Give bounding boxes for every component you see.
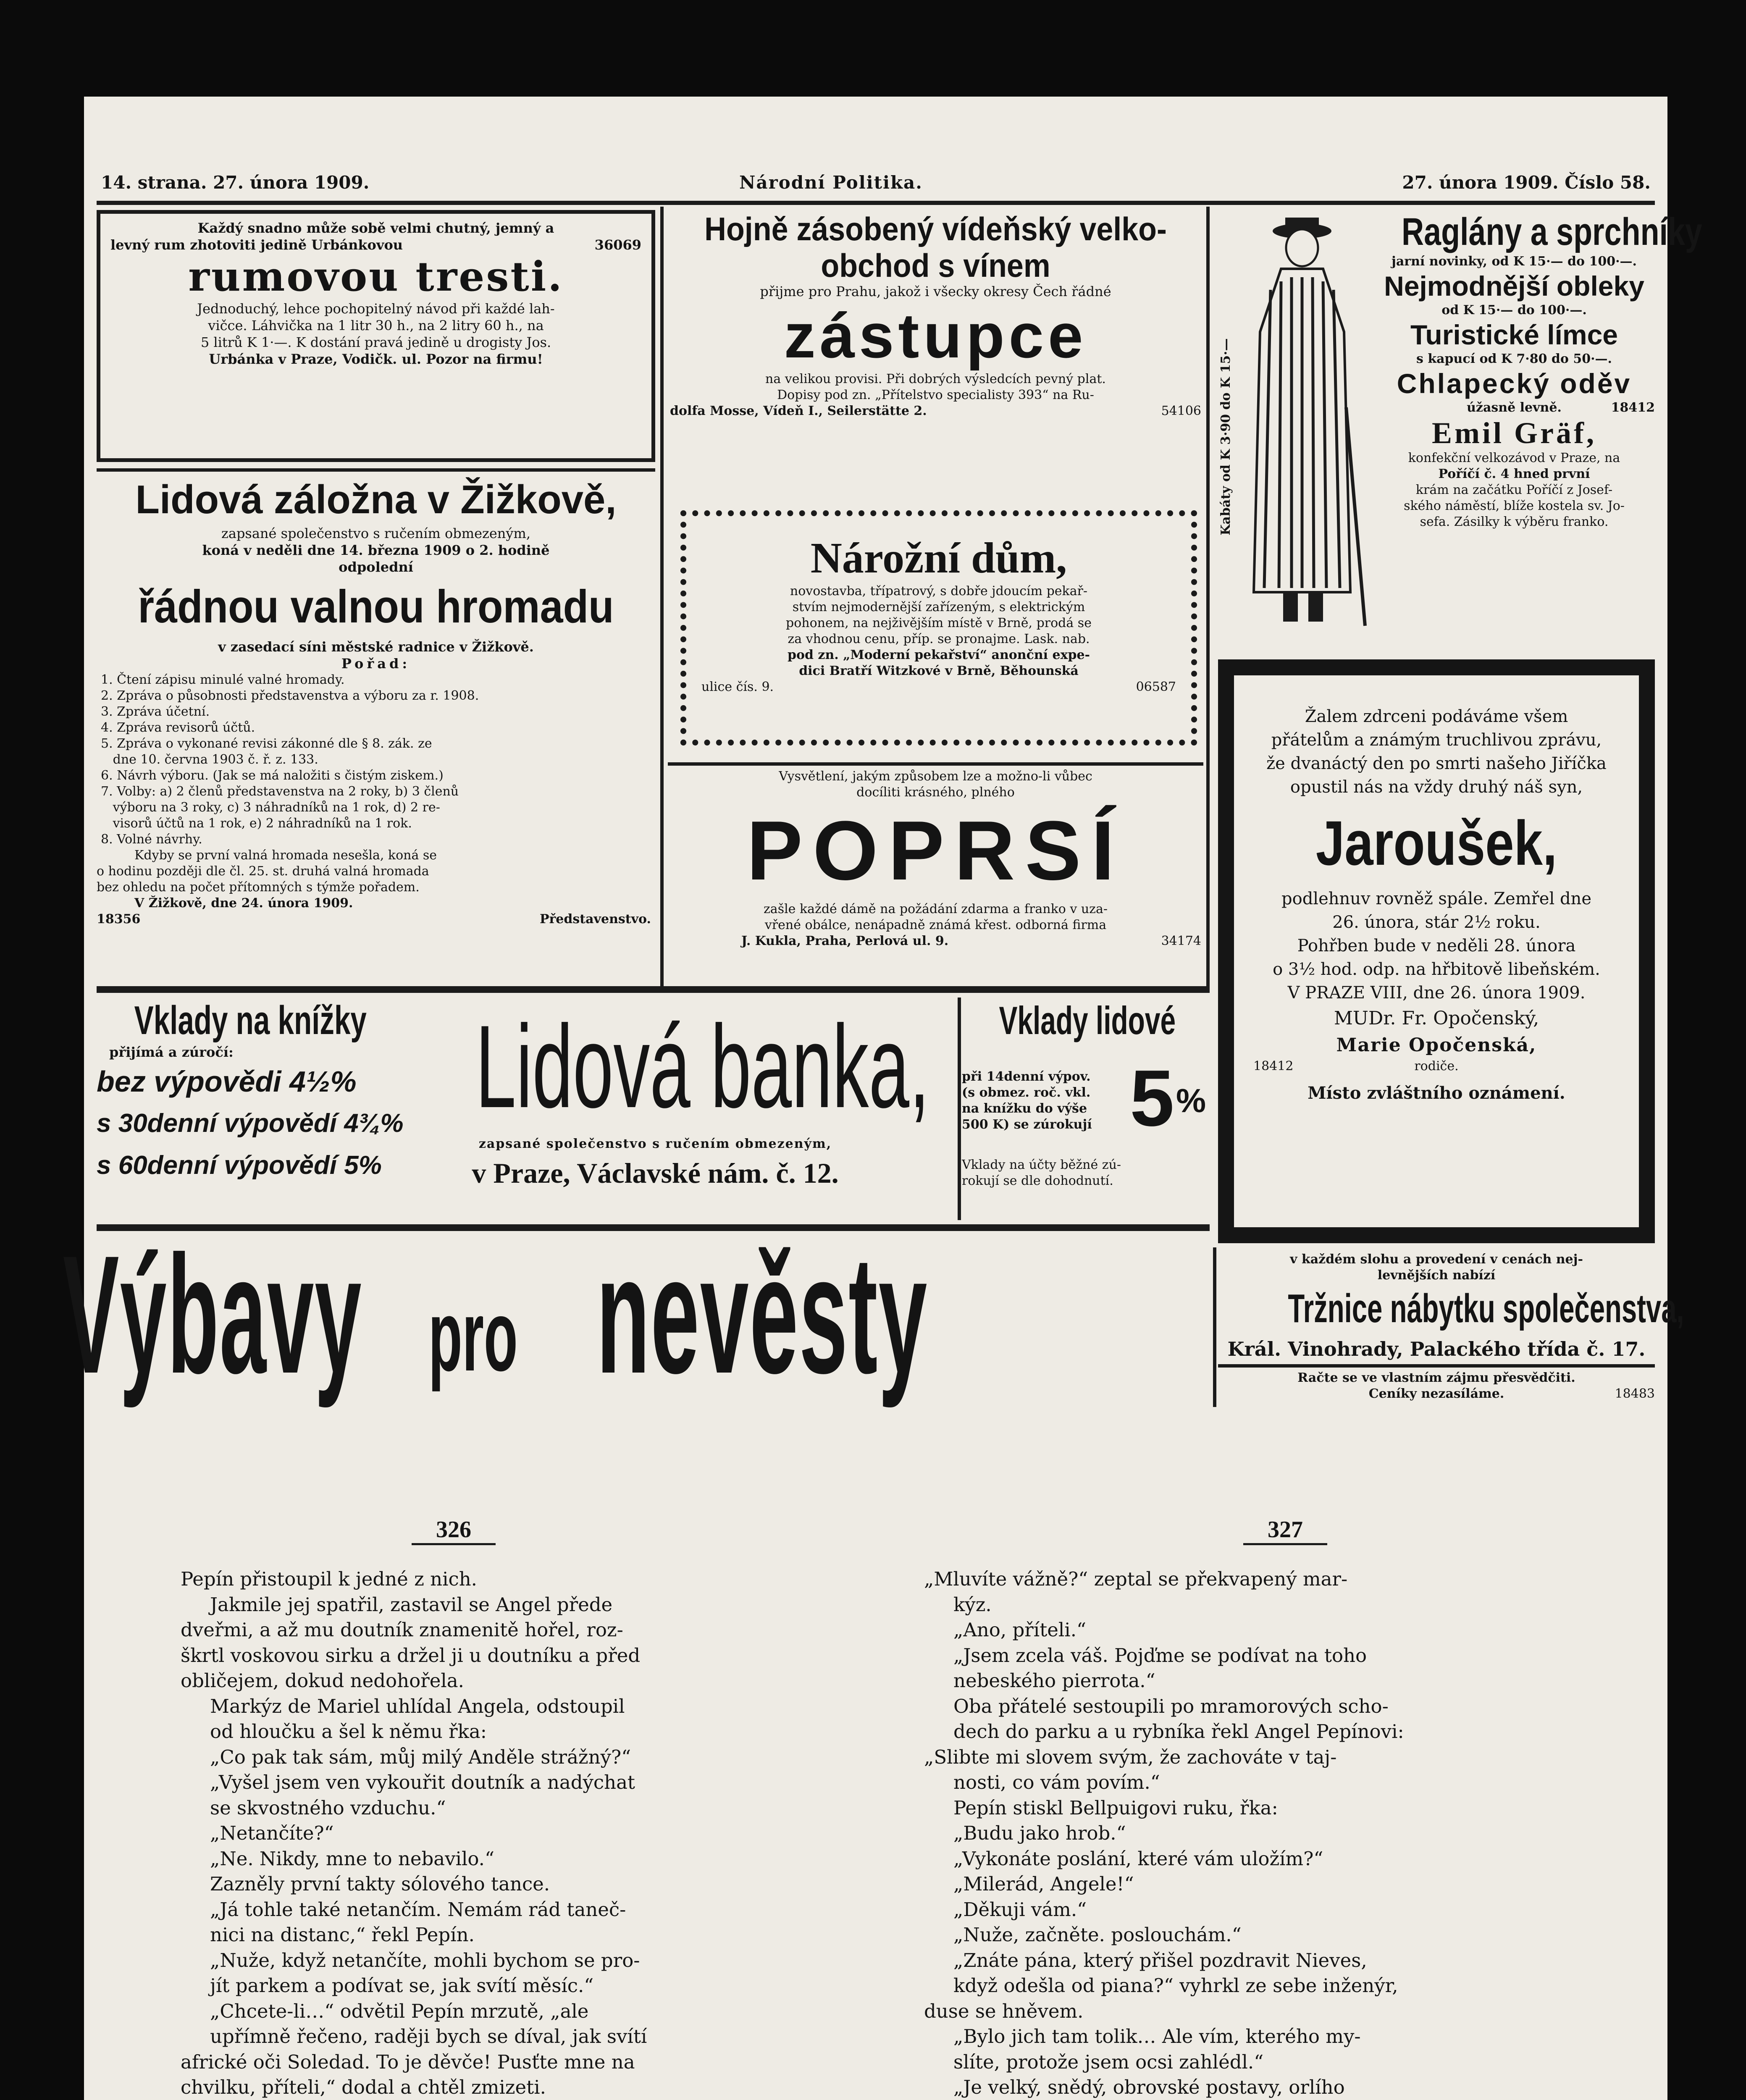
zalozna-sub2: koná v neděli dne 14. března 1909 o 2. hodině	[202, 542, 550, 558]
story-line: Pepín stiskl Bellpuigovi ruku, řka:	[953, 1796, 1278, 1819]
dum-body-2: pohonem, na nejživějším místě v Brně, prodá se	[786, 616, 1092, 630]
raglany-text	[1373, 210, 1702, 530]
story-line: „Budu jako hrob.“	[953, 1822, 1126, 1844]
newspaper-page	[63, 97, 1702, 2100]
obit-line-3: opustil nás na vždy druhý náš syn,	[1290, 777, 1583, 797]
rum-body-3: Urbánka v Praze, Vodičk. ul. Pozor na firmu!	[209, 351, 543, 367]
rule-banka-top	[97, 986, 1210, 993]
dum-body-5: dici Bratří Witzkové v Brně, Běhounská	[799, 664, 1079, 678]
story-line: „Ne. Nikdy, mne to nebavilo.“	[210, 1847, 494, 1870]
raglany-h4: Chlapecký oděv	[1397, 368, 1632, 399]
story-line: „Nuže, když netančíte, mohli bychom se pro-	[210, 1949, 640, 1971]
banka-right-line-3: 500 K) se zúrokují	[962, 1117, 1092, 1132]
story-line: „Nuže, začněte. poslouchám.“	[953, 1924, 1242, 1946]
raglany-body-0: konfekční velkozávod v Praze, na	[1408, 451, 1620, 465]
dum-body-4: pod zn. „Moderní pekařství“ anonční expe-	[788, 648, 1090, 662]
story-line: slíte, protože jsem ocsi zahlédl.“	[953, 2050, 1264, 2073]
story-line: upřímně řečeno, raději bych se díval, jak svítí	[210, 2025, 647, 2048]
rum-title: rumovou tresti.	[188, 253, 564, 300]
ad-vybavy-title	[63, 1221, 1210, 1415]
page-number-right: 327	[1243, 1516, 1327, 1545]
raglany-vertical: Kabáty od K 3·90 do K 15·—	[1218, 338, 1233, 536]
obit-name: Jaroušek,	[1315, 808, 1557, 878]
zalozna-program-label: Pořad:	[341, 656, 411, 672]
story-line: Markýz de Mariel uhlídal Angela, odstoupil	[210, 1695, 625, 1717]
zalozna-program-list	[97, 672, 655, 848]
obit-line-2: že dvanáctý den po smrti našeho Jiříčka	[1266, 754, 1607, 773]
banka-left	[97, 998, 404, 1186]
story-line: „Děkuji vám.“	[953, 1898, 1087, 1921]
zalozna-signature-right: Představenstvo.	[539, 912, 651, 927]
rum-code: 36069	[594, 237, 641, 253]
zalozna-big: řádnou valnou hromadu	[138, 581, 614, 633]
zalozna-item: 4. Zpráva revisorů účtů.	[101, 720, 255, 735]
story-line: Pepín přistoupil k jedné z nich.	[181, 1568, 477, 1590]
zalozna-item: 8. Volné návrhy.	[101, 832, 202, 847]
banka-address: v Praze, Václavské nám. č. 12.	[472, 1157, 839, 1189]
banka-rate-0: bez výpovědi 4½%	[97, 1065, 357, 1098]
zalozna-item: dne 10. června 1903 č. ř. z. 133.	[101, 752, 318, 767]
poprsi-last: J. Kukla, Praha, Perlová ul. 9.	[741, 934, 949, 948]
zalozna-item: 7. Volby: a) 2 členů představenstva na 2 roky, b) 3 členů	[101, 784, 459, 799]
banka-name: Lidová banka,	[475, 1001, 930, 1132]
zalozna-code: 18356	[97, 912, 141, 927]
story-line: „Znáte pána, který přišel pozdravit Nieves,	[953, 1949, 1367, 1971]
poprsi-code: 34174	[1161, 934, 1201, 948]
obit-after-4: V PRAZE VIII, dne 26. února 1909.	[1287, 983, 1586, 1003]
rum-line2	[110, 236, 641, 253]
rum-line1: Každý snadno může sobě velmi chutný, jemný a	[197, 220, 554, 236]
vybavy-address: Král. Vinohrady, Palackého třída č. 17.	[1227, 1338, 1646, 1360]
story-line: obličejem, dokud nedohořela.	[181, 1670, 464, 1692]
story-line: nebeského pierrota.“	[953, 1670, 1155, 1692]
ad-banka	[97, 998, 1210, 1220]
story-line: duse se hněvem.	[924, 2000, 1084, 2022]
ad-poprsi	[670, 769, 1201, 983]
dum-last-row	[701, 679, 1176, 695]
poprsi-last-row	[670, 933, 1201, 949]
vybavy-n2-row	[1218, 1386, 1655, 1402]
vino-title2: obchod s vínem	[821, 247, 1050, 284]
raglany-body-4: sefa. Zásilky k výběru franko.	[1420, 514, 1609, 529]
banka-center	[365, 998, 945, 1194]
zalozna-sub3: odpolední	[339, 559, 413, 575]
rum-body-1: vičce. Láhvička na 1 litr 30 h., na 2 litry 60 h., na	[208, 318, 544, 333]
zalozna-item: visorů účtů na 1 rok, e) 2 náhradníků na 1 rok.	[101, 816, 412, 831]
raglany-line3: s kapucí od K 7·80 do 50·—.	[1416, 352, 1612, 366]
obit-line-0: Žalem zdrceni podáváme všem	[1305, 707, 1568, 726]
poprsi-body-0: zašle každé dámě na požádání zdarma a franko v uza-	[764, 902, 1108, 916]
raglany-body-3: ského náměstí, blíže kostela sv. Jo-	[1404, 499, 1625, 513]
raglany-line2: od K 15·— do 100·—.	[1441, 303, 1587, 318]
zalozna-signature-left: V Žižkově, dne 24. února 1909.	[134, 896, 353, 911]
vybavy-r2: levnějších nabízí	[1377, 1268, 1496, 1283]
obit-line-1: přátelům a známým truchlivou zprávu,	[1271, 730, 1602, 750]
story-line: „Mluvíte vážně?“ zeptal se překvapený mar-	[924, 1568, 1348, 1590]
ad-zalozna	[97, 475, 655, 987]
banka-current-1: rokují se dle dohodnutí.	[962, 1173, 1113, 1188]
banka-left-title: Vklady na knížky	[134, 998, 367, 1043]
col-rule-banka	[958, 998, 961, 1220]
vino-body-row	[670, 403, 1201, 419]
zalozna-item: 5. Zpráva o vykonané revisi zákonné dle § 8. zák. ze	[101, 736, 432, 751]
zalozna-item: 1. Čtení zápisu minulé valné hromady.	[101, 672, 345, 687]
banka-rate-symbol: %	[1176, 1082, 1206, 1119]
story-line: Oba přátelé sestoupili po mramorových scho-	[953, 1695, 1389, 1717]
vybavy-title3: nevěsty	[596, 1221, 928, 1408]
poprsi-big: POPRSÍ	[746, 804, 1125, 898]
poprsi-line2: docíliti krásného, plného	[856, 785, 1015, 800]
rum-line2-text: levný rum zhotoviti jedině Urbánkovou	[110, 237, 403, 253]
dum-body-3: za vhodnou cenu, příp. se pronajme. Lask. nab.	[788, 632, 1090, 646]
banka-right	[962, 998, 1210, 1189]
story-line: „Netančíte?“	[210, 1822, 334, 1844]
col-rule-1	[660, 207, 664, 988]
obit-footer: Místo zvláštního oznámení.	[1308, 1083, 1565, 1103]
raglany-code: 18412	[1611, 400, 1655, 415]
zalozna-title: Lidová záložna v Žižkově,	[135, 477, 617, 522]
vino-body-0: na velikou provisi. Při dobrých výsledcích pevný plat.	[765, 372, 1106, 386]
vybavy-n1: Račte se ve vlastním zájmu přesvědčiti.	[1297, 1370, 1575, 1385]
ad-dum	[680, 510, 1197, 746]
zalozna-footer-0: Kdyby se první valná hromada nesešla, koná se	[134, 848, 437, 863]
vybavy-firm: Tržnice nábytku společenstva,	[1288, 1286, 1684, 1331]
story-line: „Chcete-li…“ odvětil Pepín mrzutě, „ale	[210, 2000, 589, 2022]
obit-after-3: o 3½ hod. odp. na hřbitově libeňském.	[1273, 960, 1600, 979]
zalozna-footer-1: o hodinu později dle čl. 25. st. druhá valná hromada	[97, 864, 429, 879]
vino-big: zástupce	[784, 300, 1087, 371]
ad-vino	[670, 210, 1201, 500]
zalozna-item: 2. Zpráva o působnosti představenstva a výboru za r. 1908.	[101, 688, 479, 703]
story-line: „Já tohle také netančím. Nemám rád taneč-	[210, 1898, 626, 1921]
story-line: nici na distanc,“ řekl Pepín.	[210, 1924, 475, 1946]
header-rule	[97, 201, 1655, 205]
vino-sub: přijme pro Prahu, jakož i všecky okresy Čech řádné	[760, 284, 1111, 299]
banka-right-title: Vklady lidové	[999, 998, 1176, 1042]
zalozna-item: 3. Zpráva účetní.	[101, 704, 210, 719]
banka-right-line-0: při 14denní výpov.	[962, 1069, 1091, 1084]
raglany-title: Raglány a sprchníky	[1402, 210, 1702, 253]
story-line: nosti, co vám povím.“	[953, 1771, 1160, 1793]
vino-body-1: Dopisy pod zn. „Přítelstvo specialisty 393“ na Ru-	[777, 388, 1094, 402]
story-line: „Ano, příteli.“	[953, 1619, 1087, 1641]
banka-sub: zapsané společenstvo s ručením obmezeným,	[478, 1137, 832, 1151]
vino-body-2: dolfa Mosse, Vídeň I., Seilerstätte 2.	[670, 404, 927, 418]
raglany-body-1: Poříčí č. 4 hned první	[1438, 467, 1590, 481]
vino-title1: Hojně zásobený vídeňský velko-	[704, 210, 1167, 247]
rule-poprsi	[668, 762, 1203, 766]
raglany-firm: Emil Gräf,	[1432, 416, 1596, 450]
zalozna-sub1: zapsané společenstvo s ručením obmezeným,	[221, 525, 530, 541]
page-number-left: 326	[412, 1516, 496, 1545]
obit-sign1: MUDr. Fr. Opočenský,	[1334, 1008, 1539, 1029]
obit-sign2: Marie Opočenská,	[1336, 1034, 1537, 1056]
vybavy-r1: v každém slohu a provedení v cenách nej-	[1290, 1252, 1583, 1267]
story-column-left	[181, 1567, 836, 2100]
raglany-body-2: krám na začátku Poříčí z Josef-	[1415, 483, 1613, 497]
obit-role: rodiče.	[1414, 1059, 1459, 1074]
story-line: od hloučku a šel k němu řka:	[210, 1720, 487, 1743]
vybavy-n2: Ceníky nezasíláme.	[1368, 1386, 1504, 1401]
banka-rate-2: s 60denní výpovědí 5%	[97, 1151, 382, 1180]
zalozna-footer-2: bez ohledu na počet přítomných s týmže pořadem.	[97, 880, 420, 895]
dum-last: ulice čís. 9.	[701, 680, 774, 694]
story-line: „Co pak tak sám, můj milý Anděle strážný?“	[210, 1746, 631, 1768]
story-line: africké oči Soledad. To je děvče! Pusťte mne na	[181, 2050, 635, 2073]
story-line: „Jsem zcela váš. Pojďme se podívat na toho	[953, 1644, 1367, 1667]
ad-rum	[97, 210, 655, 462]
story-line: když odešla od piana?“ vyhrkl ze sebe inženýr,	[953, 1974, 1398, 1997]
raglany-h3: Turistické límce	[1410, 319, 1618, 350]
poprsi-body-1: vřené obálce, nenápadně známá křest. odborná firma	[764, 918, 1107, 932]
raglany-h2: Nejmodnější obleky	[1384, 270, 1644, 302]
story-line: „Bylo jich tam tolik… Ale vím, kterého my-	[953, 2025, 1361, 2048]
dum-body-1: stvím nejmodernější zařízeným, s elektrickým	[792, 600, 1085, 614]
banka-right-line-1: (s obmez. roč. vkl.	[962, 1085, 1091, 1100]
dum-body-0: novostavba, třípatrový, s dobře jdoucím pekař-	[790, 584, 1088, 598]
obituary	[1218, 659, 1655, 1243]
dum-title: Nárožní dům,	[810, 534, 1067, 582]
story-line: „Vykonáte poslání, které vám uložím?“	[953, 1847, 1323, 1870]
rum-body-2: 5 litrů K 1·—. K dostání pravá jedině u drogisty Jos.	[200, 334, 551, 350]
story-line: „Vyšel jsem ven vykouřit doutník a nadýchat	[210, 1771, 635, 1793]
story-line: „Slibte mi slovem svým, že zachováte v taj-	[924, 1746, 1337, 1768]
vybavy-code: 18483	[1615, 1386, 1655, 1401]
story-line: Jakmile jej spatřil, zastavil se Angel přede	[210, 1593, 613, 1616]
story-line: kýz.	[953, 1593, 992, 1616]
obit-after-2: Pohřben bude v neděli 28. února	[1297, 936, 1576, 956]
vino-code: 54106	[1161, 404, 1201, 418]
raglany-line4-row	[1373, 400, 1655, 416]
story-line: „Je velký, snědý, obrovské postavy, orlího	[953, 2076, 1345, 2098]
running-header	[101, 172, 1651, 197]
rule-rum	[97, 468, 655, 472]
zalozna-place: v zasedací síni městské radnice v Žižkově.	[218, 639, 534, 655]
obit-after-1: 26. února, stár 2½ roku.	[1332, 913, 1541, 932]
header-right: 27. února 1909. Číslo 58.	[1402, 172, 1651, 193]
ad-vybavy-firm	[1218, 1252, 1684, 1415]
obit-code: 18412	[1253, 1059, 1294, 1074]
story-line: „Milerád, Angele!“	[953, 1873, 1134, 1895]
story-column-right	[924, 1567, 1579, 2100]
rum-body-0: Jednoduchý, lehce pochopitelný návod při každé lah-	[197, 301, 555, 317]
banka-right-line-2: na knížku do výše	[962, 1101, 1087, 1116]
dum-code: 06587	[1136, 680, 1176, 694]
banka-right-block	[962, 1054, 1210, 1153]
story-line: se skvostného vzduchu.“	[210, 1796, 446, 1819]
header-title: Národní Politika.	[739, 172, 923, 193]
story-line: dveřmi, a až mu doutník znamenitě hořel, roz-	[181, 1619, 623, 1641]
obit-after-0: podlehnuv rovněž spále. Zemřel dne	[1281, 889, 1591, 908]
header-left: 14. strana. 27. února 1909.	[101, 172, 370, 193]
banka-current-0: Vklady na účty běžné zú-	[962, 1158, 1121, 1172]
vybavy-title1: Výbavy	[63, 1221, 362, 1408]
zalozna-signature-row	[97, 911, 655, 927]
col-rule-2	[1206, 207, 1210, 988]
man-in-coat-illustration	[1239, 214, 1365, 634]
banka-rate: 5	[1130, 1054, 1174, 1143]
ad-raglany	[1214, 210, 1702, 664]
story-line: chvilku, příteli,“ dodal a chtěl zmizeti.	[181, 2076, 546, 2098]
story-line: jít parkem a podívat se, jak svítí měsíc.“	[210, 1974, 594, 1997]
vybavy-title2: pro	[428, 1279, 518, 1392]
story-line: dech do parku a u rybníka řekl Angel Pepínovi:	[953, 1720, 1404, 1743]
story-line: Zazněly první takty sólového tance.	[210, 1873, 550, 1895]
banka-left-sub: přijímá a zúročí:	[109, 1044, 234, 1060]
col-rule-vybavy	[1213, 1247, 1216, 1407]
obit-sign-row	[1253, 1058, 1620, 1074]
zalozna-item: 6. Návrh výboru. (Jak se má naložiti s čistým ziskem.)	[101, 768, 444, 783]
zalozna-item: výboru na 3 roky, c) 3 náhradníků na 1 rok, d) 2 re-	[101, 800, 440, 815]
banka-rate-1: s 30denní výpovědí 4¾%	[97, 1109, 404, 1138]
poprsi-line1: Vysvětlení, jakým způsobem lze a možno-li vůbec	[779, 769, 1092, 784]
raglany-line4: úžasně levně.	[1467, 400, 1562, 415]
story-line: škrtl voskovou sirku a držel ji u doutníku a před	[181, 1644, 641, 1667]
vybavy-rule	[1218, 1364, 1655, 1368]
raglany-line1: jarní novinky, od K 15·— do 100·—.	[1392, 254, 1637, 269]
